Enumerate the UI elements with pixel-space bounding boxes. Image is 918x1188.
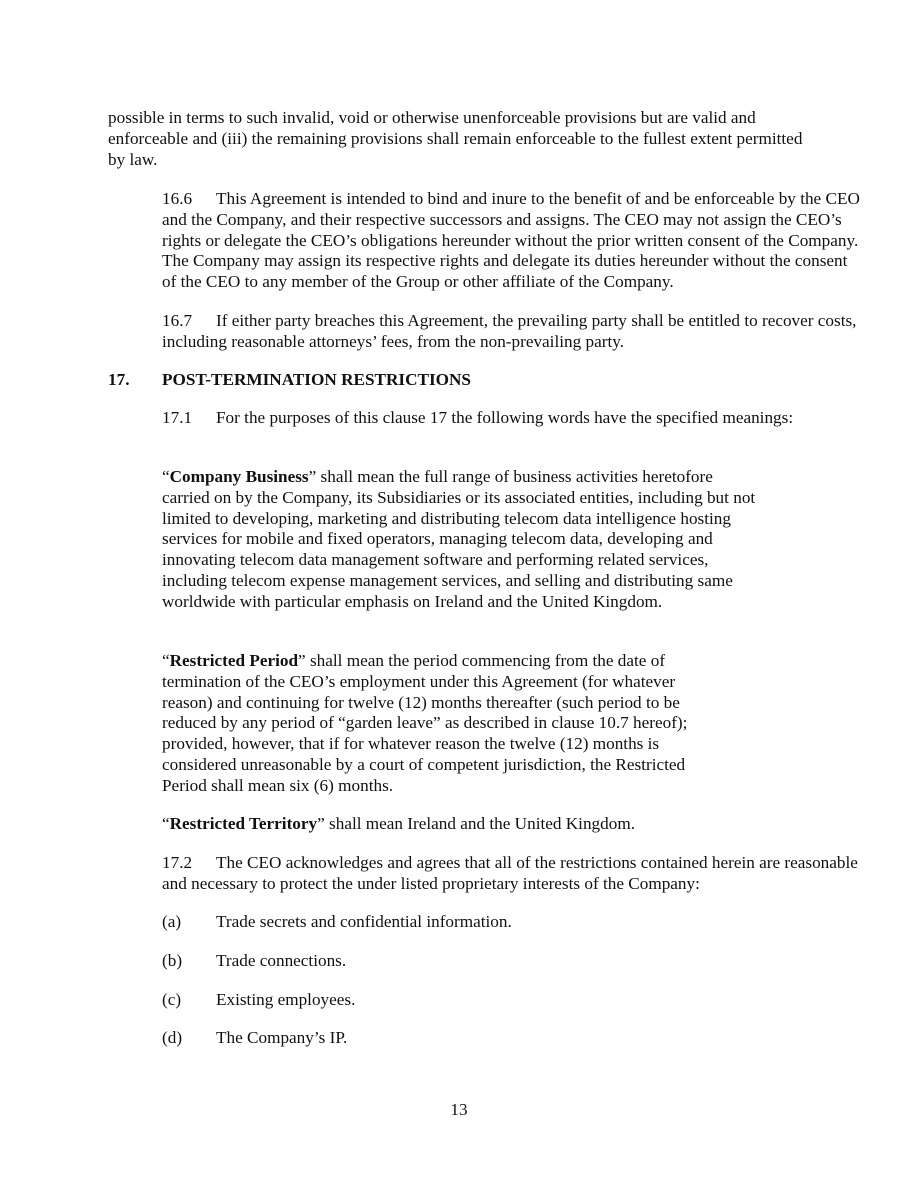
list-item-label: (c) xyxy=(162,990,182,1009)
clause-text: If either party breaches this Agreement, the prevailing party shall be entitled to recover costs, including reasonable attorneys’ fees, from the non-prevailing party. xyxy=(162,311,857,351)
page-number: 13 xyxy=(450,1100,468,1119)
list-item-label: (b) xyxy=(162,951,183,970)
clause-17-2 xyxy=(108,853,862,895)
list-item xyxy=(162,951,346,972)
section-17-heading xyxy=(108,370,471,391)
definition-text: ” shall mean Ireland and the United Kingdom. xyxy=(317,814,635,833)
section-title: POST-TERMINATION RESTRICTIONS xyxy=(162,370,471,389)
list-item xyxy=(162,990,355,1011)
list-item xyxy=(162,1028,347,1049)
list-item-text: Trade connections. xyxy=(216,951,347,970)
definition-restricted-period: “Restricted Period” shall mean the period commencing from the date of termination of the CEO’s employment under this Agreement (for whatever reason) and continuing for twelve (12) months thereafter (such period to be reduced by any period of “garden leave” as described in clause 10.7 hereof); provided, however, that if for whatever reason the twelve (12) months is considered unreasonable by a court of competent jurisdiction, the Restricted Period shall mean six (6) months. xyxy=(162,651,688,795)
clause-number: 17.1 xyxy=(162,408,193,427)
list-item-text: Existing employees. xyxy=(216,990,356,1009)
clause-text: This Agreement is intended to bind and inure to the benefit of and be enforceable by the CEO and the Company, and their respective successors and assigns. The CEO may not assign the CEO’s rights or delegate the CEO’s obligations hereunder without the prior written consent of the Company. The Company may assign its respective rights and delegate its duties hereunder without the consent of the CEO to any member of the Group or other affiliate of the Company. xyxy=(162,189,860,292)
clause-16-7 xyxy=(108,311,862,353)
intro-paragraph xyxy=(108,108,808,170)
clause-17-1 xyxy=(108,408,802,429)
list-item-text: Trade secrets and confidential information. xyxy=(216,912,512,931)
definition-text: ” shall mean the full range of business activities heretofore carried on by the Company, its Subsidiaries or its associated entities, including but not limited to developing, marketing and distributing telecom data intelligence hosting services for mobile and fixed operators, managing telecom data, developing and innovating telecom data management software and performing related services, including telecom expense management services, and selling and distributing same worldwide with particular emphasis on Ireland and the United Kingdom. xyxy=(162,467,756,611)
list-item-label: (d) xyxy=(162,1028,183,1047)
definition-restricted-territory: “Restricted Territory” shall mean Ireland and the United Kingdom. xyxy=(162,814,635,833)
list-item-label: (a) xyxy=(162,912,182,931)
defined-term: Restricted Period xyxy=(169,651,299,670)
definition-text: ” shall mean the period commencing from the date of termination of the CEO’s employment under this Agreement (for whatever reason) and continuing for twelve (12) months thereafter (such period to be reduced by any period of “garden leave” as described in clause 10.7 hereof); provided, however, that if for whatever reason the twelve (12) months is considered unreasonable by a court of competent jurisdiction, the Restricted Period shall mean six (6) months. xyxy=(162,651,688,795)
intro-text: possible in terms to such invalid, void or otherwise unenforceable provisions but are valid and enforceable and (iii) the remaining provisions shall remain enforceable to the fullest extent permitted by law. xyxy=(108,108,803,169)
section-number: 17. xyxy=(108,370,130,389)
defined-term: Company Business xyxy=(169,467,309,486)
defined-term: Restricted Territory xyxy=(169,814,318,833)
clause-text: The CEO acknowledges and agrees that all of the restrictions contained herein are reasonable and necessary to protect the under listed proprietary interests of the Company: xyxy=(162,853,858,893)
clause-number: 16.6 xyxy=(162,189,193,208)
list-item xyxy=(162,912,512,933)
list-item-text: The Company’s IP. xyxy=(216,1028,348,1047)
clause-text: For the purposes of this clause 17 the following words have the specified meanings: xyxy=(216,408,794,427)
clause-number: 17.2 xyxy=(162,853,193,872)
definition-company-business: “Company Business” shall mean the full range of business activities heretofore carried on by the Company, its Subsidiaries or its associated entities, including but not limited to developing, marketing and distributing telecom data intelligence hosting services for mobile and fixed operators, managing telecom data, developing and innovating telecom data management software and performing related services, including telecom expense management services, and selling and distributing same worldwide with particular emphasis on Ireland and the United Kingdom. xyxy=(162,467,756,611)
clause-16-6 xyxy=(108,189,862,293)
clause-number: 16.7 xyxy=(162,311,193,330)
